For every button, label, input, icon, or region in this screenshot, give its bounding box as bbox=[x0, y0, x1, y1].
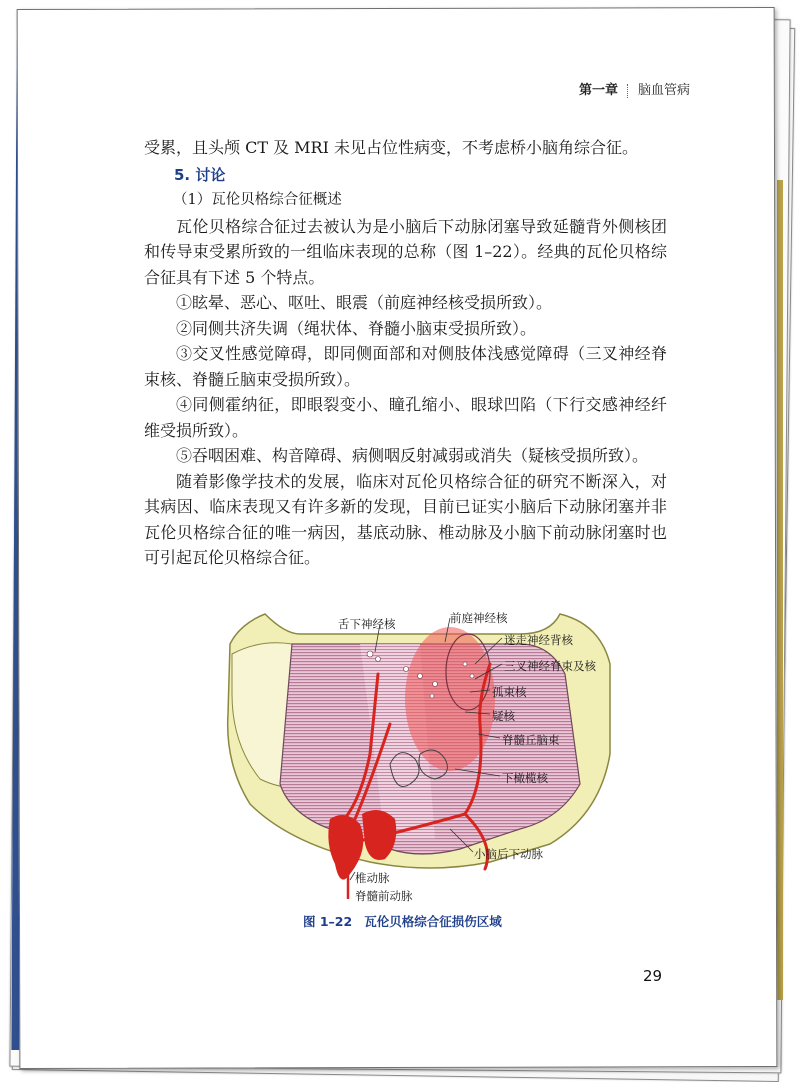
feature-item-4: ④同侧霍纳征，即眼裂变小、瞳孔缩小、眼球凹陷（下行交感神经纤维受损所致）。 bbox=[144, 395, 667, 440]
feature-item-3: ③交叉性感觉障碍，即同侧面部和对侧肢体浅感觉障碍（三叉神经脊束核、脊髓丘脑束受损所致）。 bbox=[144, 344, 667, 389]
paragraph-etiology: 随着影像学技术的发展，临床对瓦伦贝格综合征的研究不断深入，对其病因、临床表现又有许多新的发现，目前已证实小脑后下动脉闭塞并非瓦伦贝格综合征的唯一病因，基底动脉、椎动脉及小脑下前动脉闭塞时也可引起瓦伦贝格综合征。 bbox=[144, 471, 667, 567]
label-vertebral-artery: 椎动脉 bbox=[355, 871, 390, 885]
page-number: 29 bbox=[643, 967, 663, 985]
medulla-illustration bbox=[220, 604, 620, 904]
chapter-label: 第一章 bbox=[578, 83, 618, 98]
figure-number: 图 1–22 bbox=[303, 914, 353, 929]
figure-caption bbox=[303, 912, 502, 930]
label-hypoglossal-nucleus: 舌下神经核 bbox=[338, 617, 396, 631]
running-header bbox=[579, 79, 690, 98]
paragraph-overview: 瓦伦贝格综合征过去被认为是小脑后下动脉闭塞导致延髓背外侧核团和传导束受累所致的一组临床表现的总称（图 1–22）。经典的瓦伦贝格综合征具有下述 5 个特点。 bbox=[144, 216, 667, 287]
section-heading: 5. 讨论 bbox=[174, 165, 226, 184]
label-spinothalamic-tract: 脊髓丘脑束 bbox=[502, 733, 560, 747]
cover-edge-yellow bbox=[777, 180, 783, 1000]
chapter-title: 脑血管病 bbox=[637, 83, 690, 98]
label-anterior-spinal-artery: 脊髓前动脉 bbox=[355, 889, 413, 903]
label-inferior-olive: 下橄榄核 bbox=[502, 771, 548, 785]
body-text bbox=[144, 135, 667, 571]
paragraph-continued: 受累，且头颅 CT 及 MRI 未见占位性病变，不考虑桥小脑角综合征。 bbox=[144, 138, 639, 157]
feature-item-2: ②同侧共济失调（绳状体、脊髓小脑束受损所致）。 bbox=[176, 318, 537, 338]
label-vestibular-nucleus: 前庭神经核 bbox=[450, 611, 508, 625]
label-trigeminal-nucleus: 三叉神经脊束及核 bbox=[504, 659, 596, 673]
label-solitary-nucleus: 孤束核 bbox=[492, 685, 527, 699]
label-pica: 小脑后下动脉 bbox=[474, 847, 543, 861]
feature-item-5: ⑤吞咽困难、构音障碍、病侧咽反射减弱或消失（疑核受损所致）。 bbox=[176, 446, 649, 465]
label-vagus-nucleus: 迷走神经背核 bbox=[504, 633, 573, 647]
label-nucleus-ambiguus: 疑核 bbox=[492, 709, 515, 723]
subsection-heading: （1）瓦伦贝格综合征概述 bbox=[173, 192, 342, 208]
figure-title: 瓦伦贝格综合征损伤区域 bbox=[364, 914, 502, 929]
header-separator bbox=[627, 84, 629, 98]
medulla-figure bbox=[220, 604, 620, 904]
feature-item-1: ①眩晕、恶心、呕吐、眼震（前庭神经核受损所致）。 bbox=[176, 293, 553, 312]
